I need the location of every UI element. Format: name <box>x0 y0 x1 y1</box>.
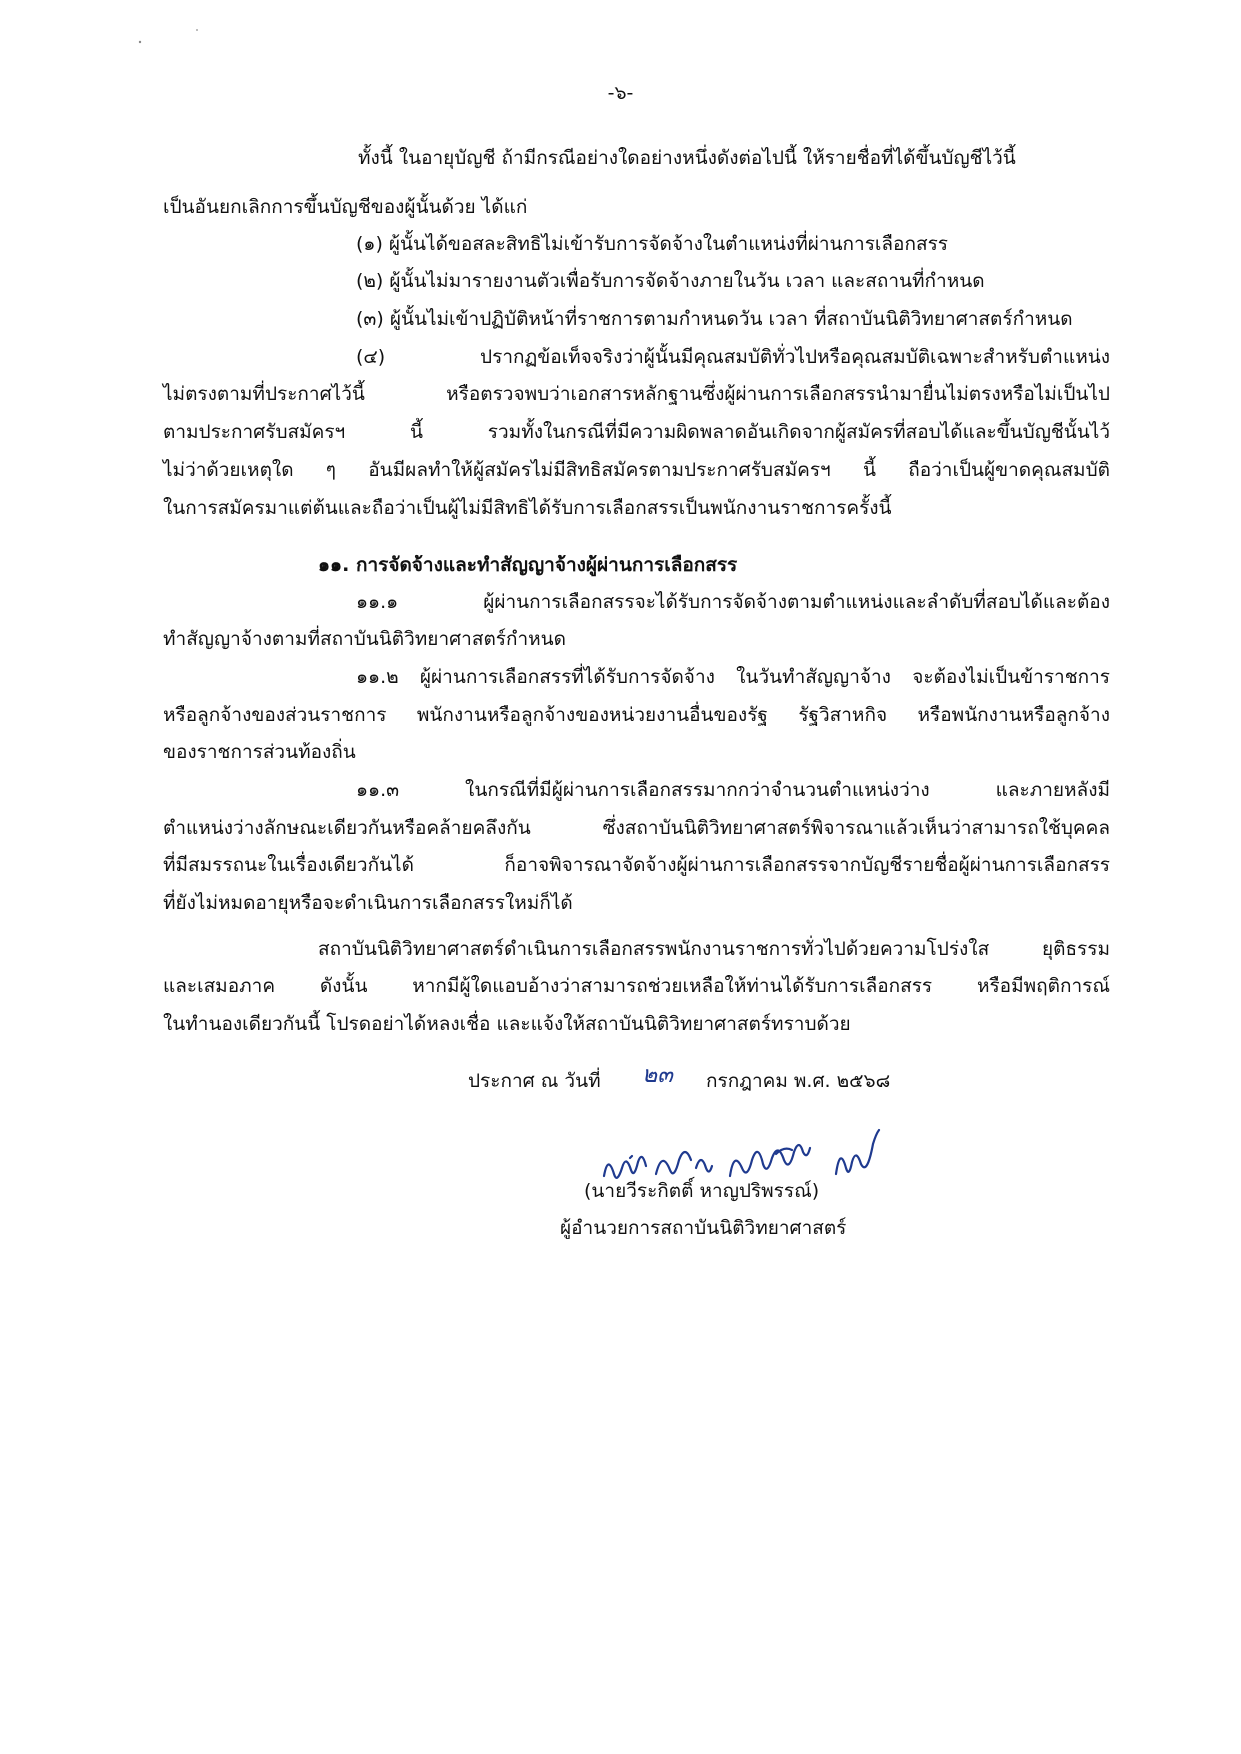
intro-line-1: ทั้งนี้ ในอายุบัญชี ถ้ามีกรณีอย่างใดอย่างหนึ่งดังต่อไปนี้ ให้รายชื่อที่ได้ขึ้นบัญชีไว้นี้ <box>358 147 1016 169</box>
section-11-2-line-3: ของราชการส่วนท้องถิ่น <box>163 741 356 763</box>
section-11-3-line-3: ที่มีสมรรถนะในเรื่องเดียวกันได้ ก็อาจพิจารณาจัดจ้างผู้ผ่านการเลือกสรรจากบัญชีรายชื่อผู้ผ่านการเลือกสรร <box>163 854 1110 876</box>
item4-line-1: (๔) ปรากฏข้อเท็จจริงว่าผู้นั้นมีคุณสมบัติทั่วไปหรือคุณสมบัติเฉพาะสำหรับตำแหน่ง <box>356 346 1110 368</box>
closing-line-1: สถาบันนิติวิทยาศาสตร์ดำเนินการเลือกสรรพนักงานราชการทั่วไปด้วยความโปร่งใส ยุติธรรม <box>318 938 1110 960</box>
list-item: (๓) ผู้นั้นไม่เข้าปฏิบัติหน้าที่ราชการตามกำหนดวัน เวลา ที่สถาบันนิติวิทยาศาสตร์กำหนด <box>356 308 1073 330</box>
intro-line-2: เป็นอันยกเลิกการขึ้นบัญชีของผู้นั้นด้วย ได้แก่ <box>163 196 528 218</box>
item4-line-2: ไม่ตรงตามที่ประกาศไว้นี้ หรือตรวจพบว่าเอกสารหลักฐานซึ่งผู้ผ่านการเลือกสรรนำมายื่นไม่ตรงหรือไม่เป็นไป <box>163 383 1110 405</box>
section-11-3-line-2: ตำแหน่งว่างลักษณะเดียวกันหรือคล้ายคลึงกัน ซึ่งสถาบันนิติวิทยาศาสตร์พิจารณาแล้วเห็นว่าสามารถใช้บุคคล <box>163 817 1110 839</box>
signatory-position: ผู้อำนวยการสถาบันนิติวิทยาศาสตร์ <box>560 1217 847 1239</box>
announce-prefix: ประกาศ ณ วันที่ <box>468 1070 601 1092</box>
section-11-heading: ๑๑. การจัดจ้างและทำสัญญาจ้างผู้ผ่านการเลือกสรร <box>318 554 738 576</box>
section-11-2-line-1: ๑๑.๒ ผู้ผ่านการเลือกสรรที่ได้รับการจัดจ้าง ในวันทำสัญญาจ้าง จะต้องไม่เป็นข้าราชการ <box>356 666 1110 688</box>
item4-line-3: ตามประกาศรับสมัครฯ นี้ รวมทั้งในกรณีที่มีความผิดพลาดอันเกิดจากผู้สมัครที่สอบได้และขึ้นบัญชีนั้นไว้ <box>163 421 1110 443</box>
list-item: (๒) ผู้นั้นไม่มารายงานตัวเพื่อรับการจัดจ้างภายในวัน เวลา และสถานที่กำหนด <box>356 270 985 292</box>
closing-line-3: ในทำนองเดียวกันนี้ โปรดอย่าได้หลงเชื่อ และแจ้งให้สถาบันนิติวิทยาศาสตร์ทราบด้วย <box>163 1013 851 1035</box>
section-11-3-line-4: ที่ยังไม่หมดอายุหรือจะดำเนินการเลือกสรรใหม่ก็ได้ <box>163 892 573 914</box>
announce-month-year: กรกฎาคม พ.ศ. ๒๕๖๘ <box>706 1070 891 1092</box>
list-item: (๑) ผู้นั้นได้ขอสละสิทธิไม่เข้ารับการจัดจ้างในตำแหน่งที่ผ่านการเลือกสรร <box>356 233 948 255</box>
scan-specks <box>130 22 210 52</box>
item4-line-4: ไม่ว่าด้วยเหตุใด ๆ อันมีผลทำให้ผู้สมัครไม่มีสิทธิสมัครตามประกาศรับสมัครฯ นี้ ถือว่าเป็นผู้ขาดคุณสมบัติ <box>163 459 1110 481</box>
section-11-1-line-2: ทำสัญญาจ้างตามที่สถาบันนิติวิทยาศาสตร์กำหนด <box>163 628 567 650</box>
item4-line-5: ในการสมัครมาแต่ต้นและถือว่าเป็นผู้ไม่มีสิทธิได้รับการเลือกสรรเป็นพนักงานราชการครั้งนี้ <box>163 497 892 519</box>
announce-day-handwritten: ๒๓ <box>642 1062 673 1088</box>
section-11-3-line-1: ๑๑.๓ ในกรณีที่มีผู้ผ่านการเลือกสรรมากกว่าจำนวนตำแหน่งว่าง และภายหลังมี <box>356 779 1110 801</box>
closing-line-2: และเสมอภาค ดังนั้น หากมีผู้ใดแอบอ้างว่าสามารถช่วยเหลือให้ท่านได้รับการเลือกสรร หรือมีพฤติการณ์ <box>163 975 1110 997</box>
section-11-2-line-2: หรือลูกจ้างของส่วนราชการ พนักงานหรือลูกจ้างของหน่วยงานอื่นของรัฐ รัฐวิสาหกิจ หรือพนักงานหรือลูกจ้าง <box>163 704 1110 726</box>
page-number: -๖- <box>607 82 634 104</box>
section-11-1-line-1: ๑๑.๑ ผู้ผ่านการเลือกสรรจะได้รับการจัดจ้างตามตำแหน่งและลำดับที่สอบได้และต้อง <box>356 591 1110 613</box>
signatory-name: (นายวีระกิตติ์ หาญปริพรรณ์) <box>584 1180 820 1202</box>
